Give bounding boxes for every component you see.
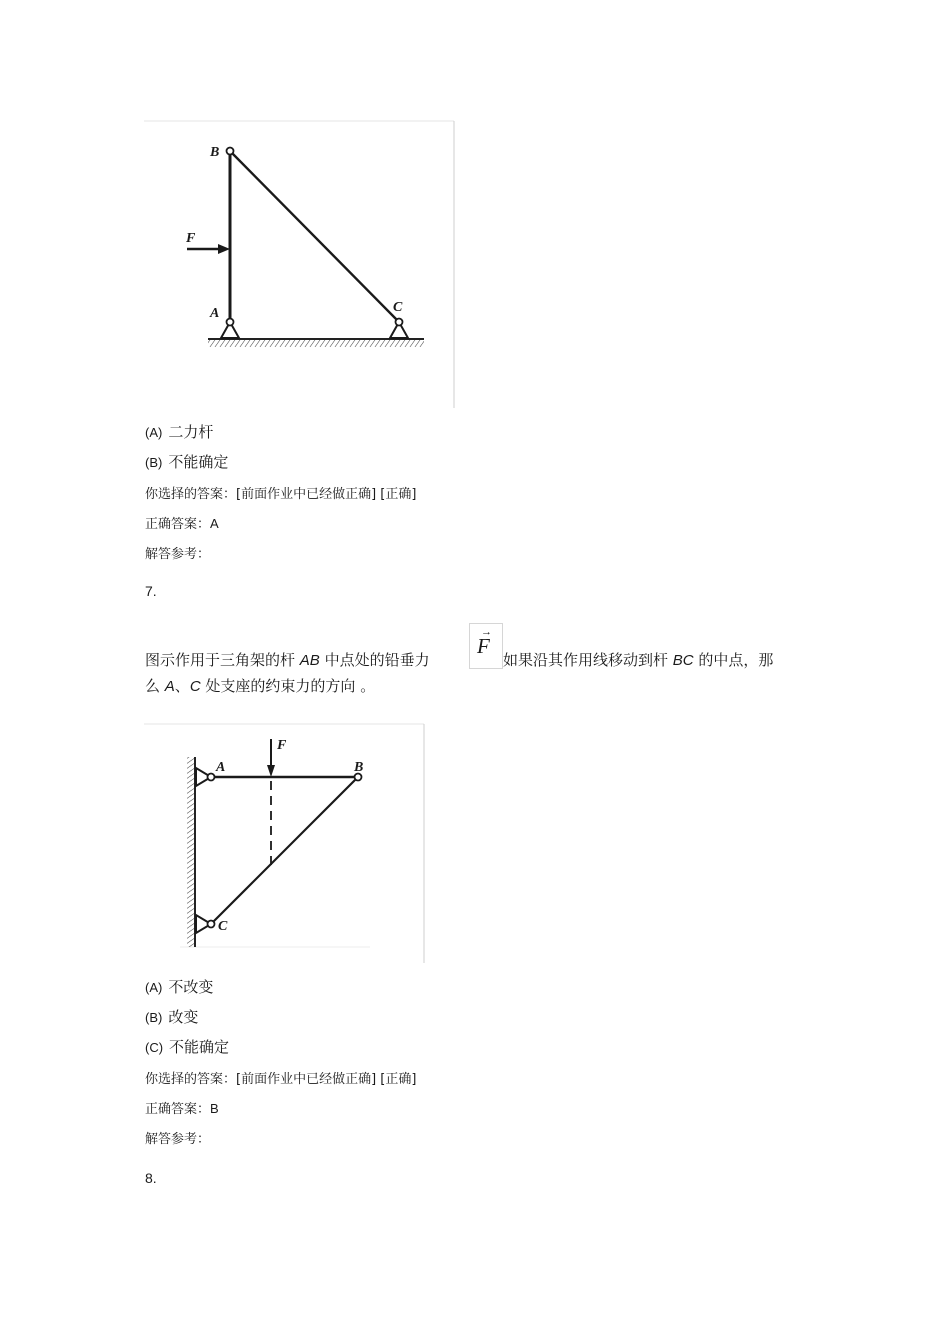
q7-option-b bbox=[145, 1006, 198, 1027]
your-answer-value: [前面作业中已经做正确] [正确] bbox=[236, 487, 417, 502]
q7-support-a: A bbox=[164, 678, 175, 695]
label-a: A bbox=[210, 306, 220, 321]
correct-answer-value: B bbox=[210, 1101, 219, 1116]
q7-reference: 解答参考： bbox=[145, 1132, 211, 1147]
q8-number: 8. bbox=[145, 1170, 157, 1186]
q7-text-part: 处支座的约束力的方向 。 bbox=[200, 677, 376, 695]
q6-correct-answer bbox=[145, 513, 219, 532]
option-key: (A) bbox=[145, 425, 163, 440]
option-text: 不能确定 bbox=[168, 453, 229, 471]
q7-bracket-figure bbox=[140, 721, 430, 965]
option-key: (B) bbox=[145, 455, 163, 470]
option-text: 改变 bbox=[168, 1008, 199, 1026]
q7-question-line-1b bbox=[503, 647, 773, 674]
q7-option-a bbox=[145, 976, 213, 997]
q7-member-ab: AB bbox=[299, 652, 320, 669]
force-f-arrow-icon bbox=[267, 765, 275, 777]
q6-option-b bbox=[145, 451, 228, 472]
member-bc bbox=[211, 777, 358, 924]
q7-text-part: 图示作用于三角架的杆 bbox=[145, 651, 300, 669]
label-b: B bbox=[354, 760, 364, 775]
member-bc bbox=[230, 151, 398, 321]
your-answer-value: [前面作业中已经做正确] [正确] bbox=[236, 1072, 417, 1087]
label-f: F bbox=[186, 231, 196, 246]
q6-your-answer bbox=[145, 483, 416, 502]
pin-c-icon bbox=[208, 921, 215, 928]
label-c: C bbox=[218, 919, 228, 934]
q7-question-line-2 bbox=[145, 673, 375, 700]
option-key: (B) bbox=[145, 1010, 163, 1025]
correct-answer-value: A bbox=[210, 516, 219, 531]
correct-answer-label: 正确答案： bbox=[145, 517, 211, 532]
pin-a-icon bbox=[208, 774, 215, 781]
option-text: 不改变 bbox=[168, 978, 214, 996]
pin-a-icon bbox=[227, 319, 234, 326]
q7-number: 7. bbox=[145, 583, 157, 599]
q7-text-part: 的中点，那 bbox=[693, 651, 774, 669]
force-symbol: F bbox=[477, 634, 490, 658]
label-f: F bbox=[277, 738, 287, 753]
q7-question-line-1 bbox=[145, 647, 430, 674]
q7-member-bc: BC bbox=[672, 652, 694, 669]
q7-your-answer bbox=[145, 1068, 416, 1087]
pin-b-icon bbox=[227, 148, 234, 155]
option-key: (C) bbox=[145, 1040, 164, 1055]
vector-arrow-icon: → bbox=[481, 626, 492, 638]
q6-option-a bbox=[145, 421, 213, 442]
pin-c-icon bbox=[396, 319, 403, 326]
q7-text-part: 么 bbox=[145, 677, 165, 695]
correct-answer-label: 正确答案： bbox=[145, 1102, 211, 1117]
force-vector-image bbox=[469, 623, 503, 669]
q7-option-c bbox=[145, 1036, 229, 1057]
wall-hatch bbox=[187, 757, 194, 947]
option-key: (A) bbox=[145, 980, 163, 995]
option-text: 不能确定 bbox=[169, 1038, 230, 1056]
label-c: C bbox=[393, 300, 403, 315]
q7-text-part: 如果沿其作用线移动到杆 bbox=[503, 651, 673, 669]
q7-correct-answer bbox=[145, 1098, 219, 1117]
your-answer-label: 你选择的答案： bbox=[145, 1072, 237, 1087]
label-b: B bbox=[210, 145, 220, 160]
q6-truss-figure bbox=[140, 118, 460, 410]
q6-reference: 解答参考： bbox=[145, 547, 211, 562]
option-text: 二力杆 bbox=[168, 423, 214, 441]
q7-text-part: 中点处的铅垂力 bbox=[319, 651, 430, 669]
ground-hatch bbox=[208, 340, 424, 347]
q7-support-c: C bbox=[189, 678, 201, 695]
label-a: A bbox=[216, 760, 226, 775]
q7-text-part: 、 bbox=[174, 677, 190, 695]
force-f-arrow-icon bbox=[218, 244, 230, 254]
your-answer-label: 你选择的答案： bbox=[145, 487, 237, 502]
